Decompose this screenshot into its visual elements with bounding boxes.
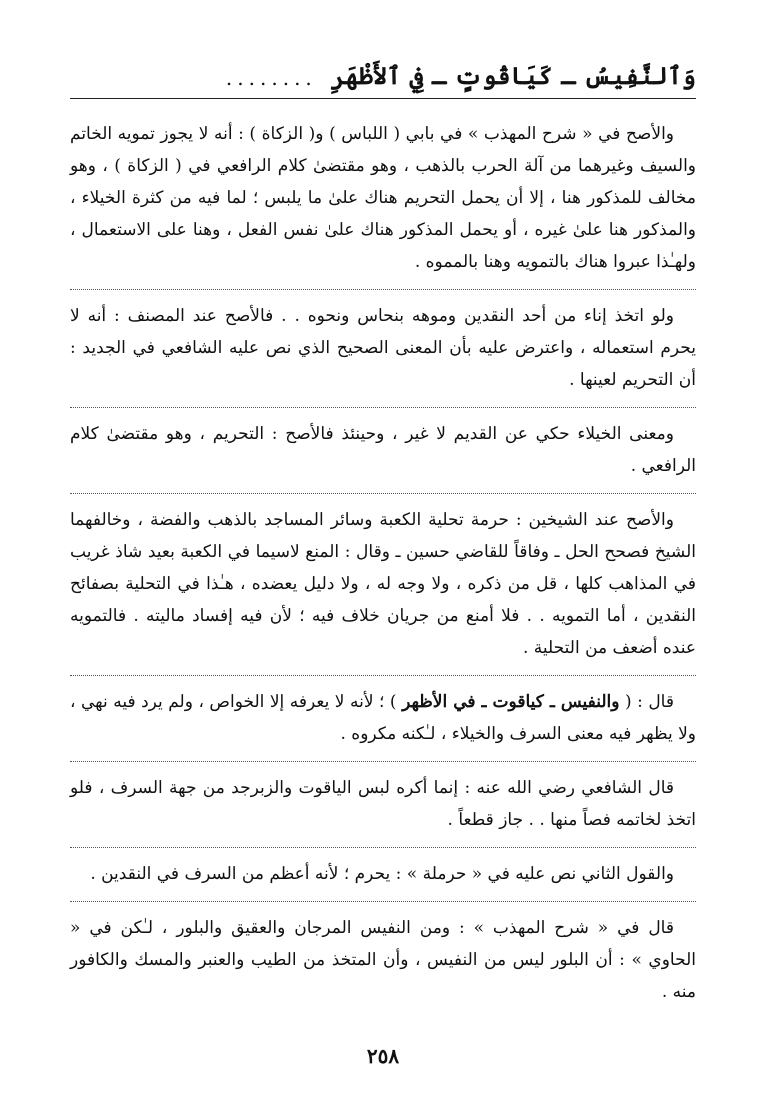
book-page (70, 38, 696, 1068)
header-dots: ........ (225, 66, 317, 90)
paragraph-8: قال في « شرح المهذب » : ومن النفيس المرجان والعقيق والبلور ، لـٰكن في « الحاوي » : أن البلور ليس من النفيس ، وأن المتخذ من الطيب والعنبر والمسك والكافور منه . (70, 918, 696, 1002)
paragraph-4: والأصح عند الشيخين : حرمة تحلية الكعبة وسائر المساجد بالذهب والفضة ، وخالفهما الشيخ فصحح الحل ـ وفاقاً للقاضي حسين ـ وقال : المنع لاسيما في الكعبة بعيد شاذ غريب في المذاهب كلها ، قل من ذكره ، ولا وجه له ، ولا دليل يعضده ، هـٰذا في التحلية بصفائح النقدين ، أما التمويه . . فلا أمنع من جريان خلاف فيه ؛ لأن فيه إفساد ماليته . فالتمويه عنده أضعف من التحلية . (70, 510, 696, 658)
quote-open: قال : ( (619, 692, 674, 712)
quote-commentary: ) ؛ لأنه لا يعرفه إلا الخواص ، ولم يرد فيه نهي ، ولا يظهر فيه معنى السرف والخيلاء ، لـٰكنه مكروه . (70, 692, 696, 744)
header-rule (70, 98, 696, 99)
paragraph-2: ولو اتخذ إناء من أحد النقدين وموهه بنحاس ونحوه . . فالأصح عند المصنف : أنه لا يحرم استعماله ، واعترض عليه بأن المعنى الصحيح الذي نص عليه الشافعي في الجديد : أن التحريم لعينها . (70, 306, 696, 390)
paragraph-3: ومعنى الخيلاء حكي عن القديم لا غير ، وحينئذ فالأصح : التحريم ، وهو مقتضىٰ كلام الرافعي . (70, 424, 696, 476)
paragraph-divider (70, 901, 696, 902)
page-number: ٢٥٨ (366, 1044, 400, 1068)
paragraph-1: والأصح في « شرح المهذب » في بابي ( اللباس ) و( الزكاة ) : أنه لا يجوز تمويه الخاتم والسيف وغيرهما من آلة الحرب بالذهب ، وهو مقتضىٰ كلام الرافعي في ( الزكاة ) ، وهو مخالف للمذكور هنا ، إلا أن يحمل التحريم هناك علىٰ ما يلبس ؛ لما فيه من كثرة الخيلاء ، والمذكور هنا علىٰ غيره ، أو يحمل المذكور هناك علىٰ نفس الفعل ، وهنا على الاستعمال ، ولهـٰذا عبروا هناك بالتمويه وهنا بالمموه . (70, 124, 696, 272)
paragraph-divider (70, 761, 696, 762)
running-header (70, 50, 696, 90)
page-body (70, 118, 696, 1019)
paragraph-7: والقول الثاني نص عليه في « حرملة » : يحرم ؛ لأنه أعظم من السرف في النقدين . (90, 864, 674, 884)
paragraph-divider (70, 675, 696, 676)
paragraph-divider (70, 847, 696, 848)
paragraph-6: قال الشافعي رضي الله عنه : إنما أكره لبس الياقوت والزبرجد من جهة السرف ، فلو اتخذ لخاتمه فصاً منها . . جاز قطعاً . (70, 778, 696, 830)
header-title: وَٱلنَّفِيسُ ـ كَيَاقُوتٍ ـ فِي ٱلأَظْهَرِ (330, 61, 696, 90)
paragraph-divider (70, 493, 696, 494)
paragraph-divider (70, 289, 696, 290)
paragraph-divider (70, 407, 696, 408)
matn-quote: والنفيس ـ كياقوت ـ في الأظهر (402, 692, 620, 712)
paragraph-5 (70, 686, 696, 750)
